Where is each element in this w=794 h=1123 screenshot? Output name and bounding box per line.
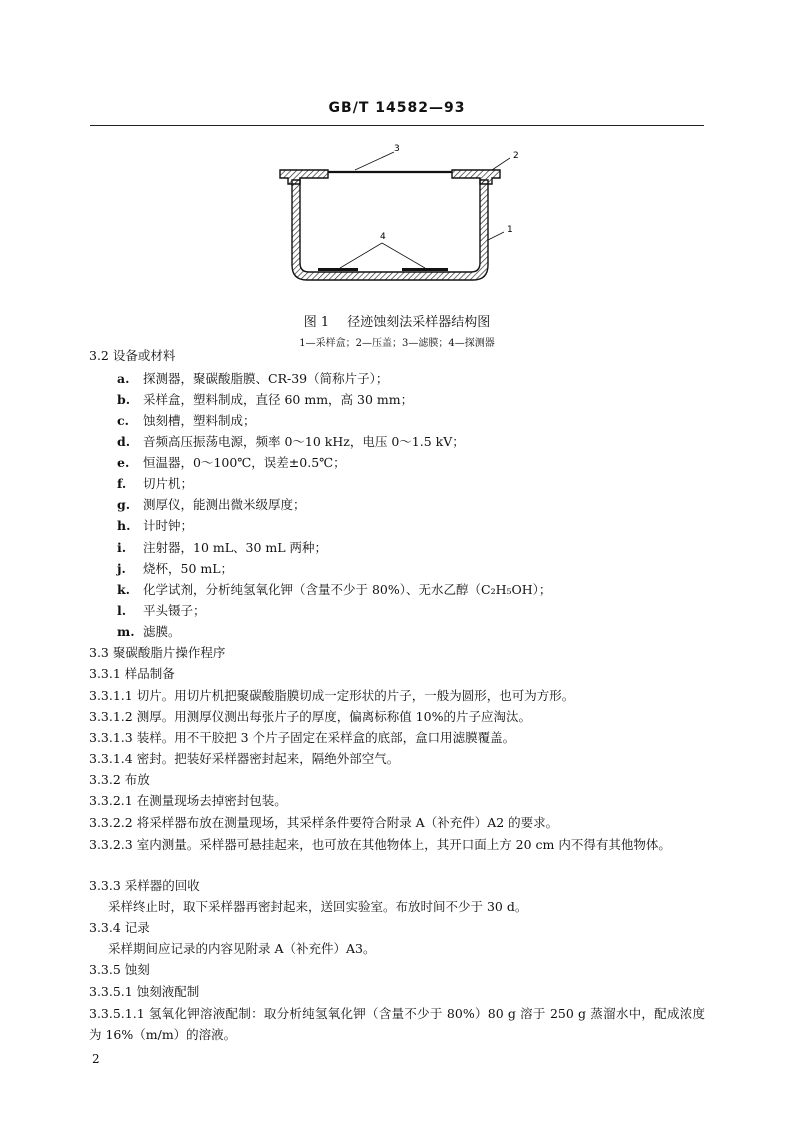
item-i: i. 注射器，10 mL、30 mL 两种； bbox=[117, 540, 328, 555]
section-3-3-1-2: 3.3.1.2 测厚。用测厚仪测出每张片子的厚度，偏离标称值 10%的片子应淘汰。 bbox=[89, 709, 531, 724]
section-3-3-4-text: 采样期间应记录的内容见附录 A（补充件）A3。 bbox=[108, 941, 376, 956]
caption-number: 图 1 bbox=[303, 315, 330, 330]
item-l: l. 平头镊子； bbox=[117, 603, 206, 618]
item-k: k. 化学试剂，分析纯氢氧化钾（含量不少于 80%）、无水乙醇（C₂H₅OH）； bbox=[117, 582, 552, 597]
cover-left bbox=[280, 170, 328, 184]
detector-left bbox=[318, 268, 358, 271]
sampler-box bbox=[292, 180, 488, 280]
section-3-2-title: 3.2 设备或材料 bbox=[89, 348, 176, 363]
section-3-3-1: 3.3.1 样品制备 bbox=[89, 666, 175, 681]
section-3-3-4: 3.3.4 记录 bbox=[89, 920, 150, 935]
callout-2: 2 bbox=[513, 151, 519, 161]
sampler-diagram bbox=[270, 140, 530, 300]
page-number: 2 bbox=[92, 1052, 100, 1066]
item-c: c. 蚀刻槽，塑料制成； bbox=[117, 413, 256, 428]
item-m: m. 滤膜。 bbox=[117, 624, 181, 639]
callout-3: 3 bbox=[394, 144, 400, 154]
callout-1: 1 bbox=[507, 225, 513, 235]
item-a: a. 探测器，聚碳酸脂膜、CR-39（简称片子）； bbox=[117, 371, 389, 386]
caption-title: 径迹蚀刻法采样器结构图 bbox=[347, 315, 491, 330]
section-3-3-5-1: 3.3.5.1 蚀刻液配制 bbox=[89, 984, 200, 999]
section-3-3-5-1-1: 3.3.5.1.1 氢氧化钾溶液配制：取分析纯氢氧化钾（含量不少于 80%）80 g 溶于 250 g 蒸溜水中，配成浓度为 16%（m/m）的溶液。 bbox=[89, 1006, 705, 1042]
section-3-3-3-text: 采样终止时，取下采样器再密封起来，送回实验室。布放时间不少于 30 d。 bbox=[108, 899, 528, 914]
section-3-3-1-4: 3.3.1.4 密封。把装好采样器密封起来，隔绝外部空气。 bbox=[89, 751, 400, 766]
detector-right bbox=[402, 268, 448, 271]
figure-caption bbox=[0, 311, 794, 330]
section-3-3-1-3: 3.3.1.3 装样。用不干胶把 3 个片子固定在采样盒的底部，盒口用滤膜覆盖。 bbox=[89, 730, 516, 745]
section-3-3-title: 3.3 聚碳酸脂片操作程序 bbox=[89, 645, 226, 660]
section-3-3-2-1: 3.3.2.1 在测量现场去掉密封包装。 bbox=[89, 793, 287, 808]
section-3-3-3: 3.3.3 采样器的回收 bbox=[89, 878, 200, 893]
item-j: j. 烧杯，50 mL； bbox=[117, 561, 234, 576]
page-header: GB/T 14582—93 bbox=[328, 100, 466, 116]
section-3-3-2-2: 3.3.2.2 将采样器布放在测量现场，其采样条件要符合附录 A（补充件）A2 的要求。 bbox=[89, 815, 559, 830]
section-3-3-2: 3.3.2 布放 bbox=[89, 772, 150, 787]
section-3-3-1-1: 3.3.1.1 切片。用切片机把聚碳酸脂膜切成一定形状的片子，一般为圆形，也可为方形。 bbox=[89, 688, 575, 703]
cover-right bbox=[452, 170, 500, 184]
section-3-3-5: 3.3.5 蚀刻 bbox=[89, 962, 150, 977]
item-e: e. 恒温器，0～100℃，误差±0.5℃； bbox=[117, 455, 346, 470]
figure-legend: 1—采样盒；2—压盖；3—滤膜；4—探测器 bbox=[299, 338, 495, 349]
callout-4: 4 bbox=[380, 232, 386, 242]
item-d: d. 音频高压振荡电源，频率 0～10 kHz，电压 0～1.5 kV； bbox=[117, 434, 465, 449]
item-f: f. 切片机； bbox=[117, 476, 194, 491]
section-3-3-2-3: 3.3.2.3 室内测量。采样器可悬挂起来，也可放在其他物体上，其开口面上方 20 cm 内不得有其他物体。 bbox=[89, 837, 671, 852]
item-b: b. 采样盒，塑料制成，直径 60 mm，高 30 mm； bbox=[117, 392, 414, 407]
item-g: g. 测厚仪，能测出微米级厚度； bbox=[117, 497, 306, 512]
header-rule bbox=[90, 125, 704, 126]
item-h: h. 计时钟； bbox=[117, 518, 194, 533]
